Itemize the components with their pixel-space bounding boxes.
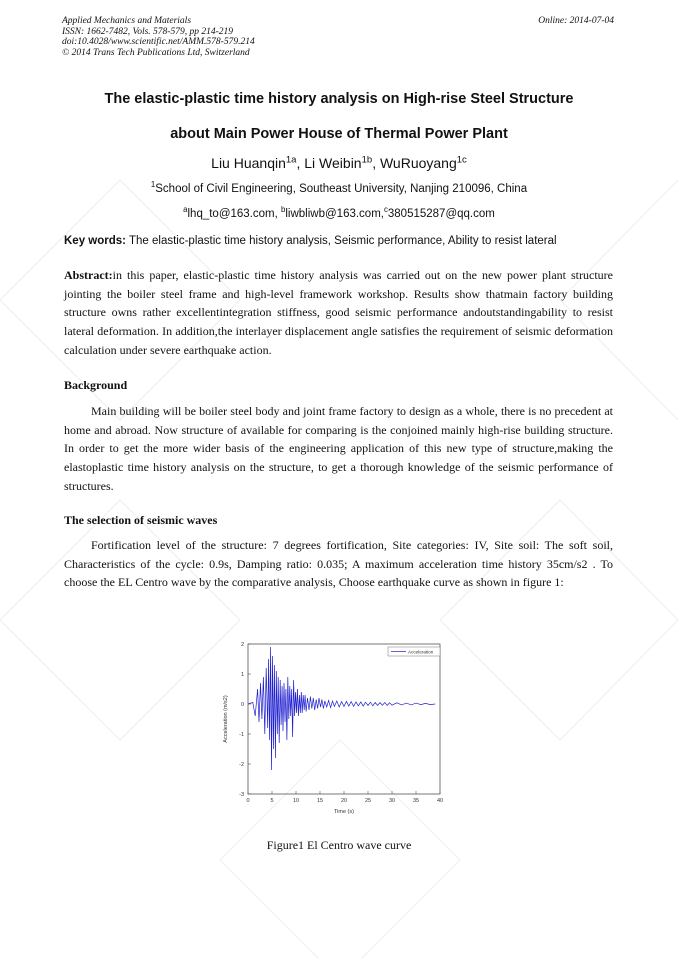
journal-name: Applied Mechanics and Materials	[62, 16, 192, 26]
author-name: Liu Huanqin	[211, 155, 286, 171]
author-sup: 1b	[361, 154, 373, 166]
copyright-line: © 2014 Trans Tech Publications Ltd, Switzerland	[62, 47, 250, 58]
paper-title-line-1: The elastic-plastic time history analysis on High-rise Steel Structure	[104, 91, 574, 107]
abstract	[64, 266, 613, 360]
author-name: WuRuoyang	[379, 155, 457, 171]
author-sup: 1c	[456, 154, 467, 166]
x-tick-label: 25	[364, 798, 372, 804]
email-link[interactable]: lhq_to@163.com	[187, 208, 275, 220]
x-tick-label: 5	[270, 798, 274, 804]
keywords-text: The elastic-plastic time history analysis, Seismic performance, Ability to resist lateral	[129, 235, 557, 247]
x-tick-label: 15	[316, 798, 324, 804]
y-tick-label: -1	[239, 732, 244, 738]
affiliation	[40, 180, 638, 195]
x-tick-label: 40	[436, 798, 444, 804]
author-list: Liu Huanqin$^{1a}$, Li Weibin$^{1b}$, WuRuoyang$^{1c}$	[211, 154, 467, 171]
email-link[interactable]: 380515287@qq.com	[387, 208, 495, 220]
keywords	[64, 235, 624, 247]
x-tick-label: 10	[292, 798, 300, 804]
y-axis-label: Acceleration (m/s2)	[223, 695, 229, 743]
section-heading-background: Background	[64, 378, 128, 392]
legend-label: Acceleration	[408, 649, 434, 655]
paper-title-line-2: about Main Power House of Thermal Power Plant	[170, 126, 508, 142]
x-axis-label: Time (s)	[334, 809, 354, 815]
abstract-text: in this paper, elastic-plastic time history analysis was carried out on the new power plant structure jointing the boiler steel frame and high-level framework workshop. Results show thatmain factory building structure owns rather excellentintegration stiffness, good seismic performance andoutstandingability to resist lateral deformation. In addition,the interlayer displacement angle satisfies the requirement of seismic deformation calculation under severe earthquake action.	[64, 268, 613, 357]
el-centro-chart	[214, 632, 464, 827]
affiliation-sup: 1	[150, 180, 156, 190]
doi-line[interactable]: doi:10.4028/www.scientific.net/AMM.578-579.214	[62, 37, 255, 47]
email-sup: c	[383, 205, 388, 215]
author-sup: 1a	[285, 154, 297, 166]
issn-line: ISSN: 1662-7482, Vols. 578-579, pp 214-219	[62, 26, 233, 37]
keywords-label: Key words:	[64, 235, 126, 247]
email-list: $^a$lhq_to@163.com, $^b$liwbliwb@163.com,$^c$380515287@qq.com	[183, 205, 495, 220]
affiliation-text: School of Civil Engineering, Southeast University, Nanjing 210096, China	[155, 183, 528, 195]
x-tick-label: 35	[412, 798, 420, 804]
x-tick-label: 20	[340, 798, 348, 804]
section-text-background: Main building will be boiler steel body and joint frame factory to design as a whole, there is no precedent at home and abroad. Now structure of available for comparing is the conjoined mainly high-rise building structure. In order to get the more wider basis of the engineering application of this new type of structure,making the elastoplastic time history analysis on the structure, to get a thorough knowledge of the seismic performance of structures.	[64, 404, 613, 493]
x-tick-label: 0	[246, 798, 250, 804]
journal-header	[62, 16, 255, 58]
section-heading-seismic-waves: The selection of seismic waves	[64, 513, 218, 527]
abstract-label: Abstract:	[64, 268, 113, 282]
email-link[interactable]: liwbliwb@163.com	[285, 208, 381, 220]
figure-caption: Figure1 El Centro wave curve	[266, 838, 412, 852]
email-sup: b	[281, 205, 286, 215]
x-tick-label: 30	[388, 798, 396, 804]
y-tick-label: 2	[240, 642, 244, 648]
y-tick-label: 1	[240, 672, 244, 678]
online-date: Online: 2014-07-04	[538, 16, 614, 26]
email-sup: a	[183, 205, 188, 215]
series-line-acceleration	[248, 647, 435, 770]
y-tick-label: 0	[240, 702, 244, 708]
author-name: Li Weibin	[304, 155, 362, 171]
y-tick-label: -3	[239, 792, 244, 798]
y-tick-label: -2	[239, 762, 244, 768]
section-text-seismic-waves: Fortification level of the structure: 7 degrees fortification, Site categories: IV, Site soil: The soft soil, Characteristics of the cycle: 0.9s, Damping ratio: 0.035; A maximum acceleration time history 35cm/s2 . To choose the EL Centro wave by the comparative analysis, Choose earthquake curve as shown in figure 1:	[64, 538, 613, 590]
